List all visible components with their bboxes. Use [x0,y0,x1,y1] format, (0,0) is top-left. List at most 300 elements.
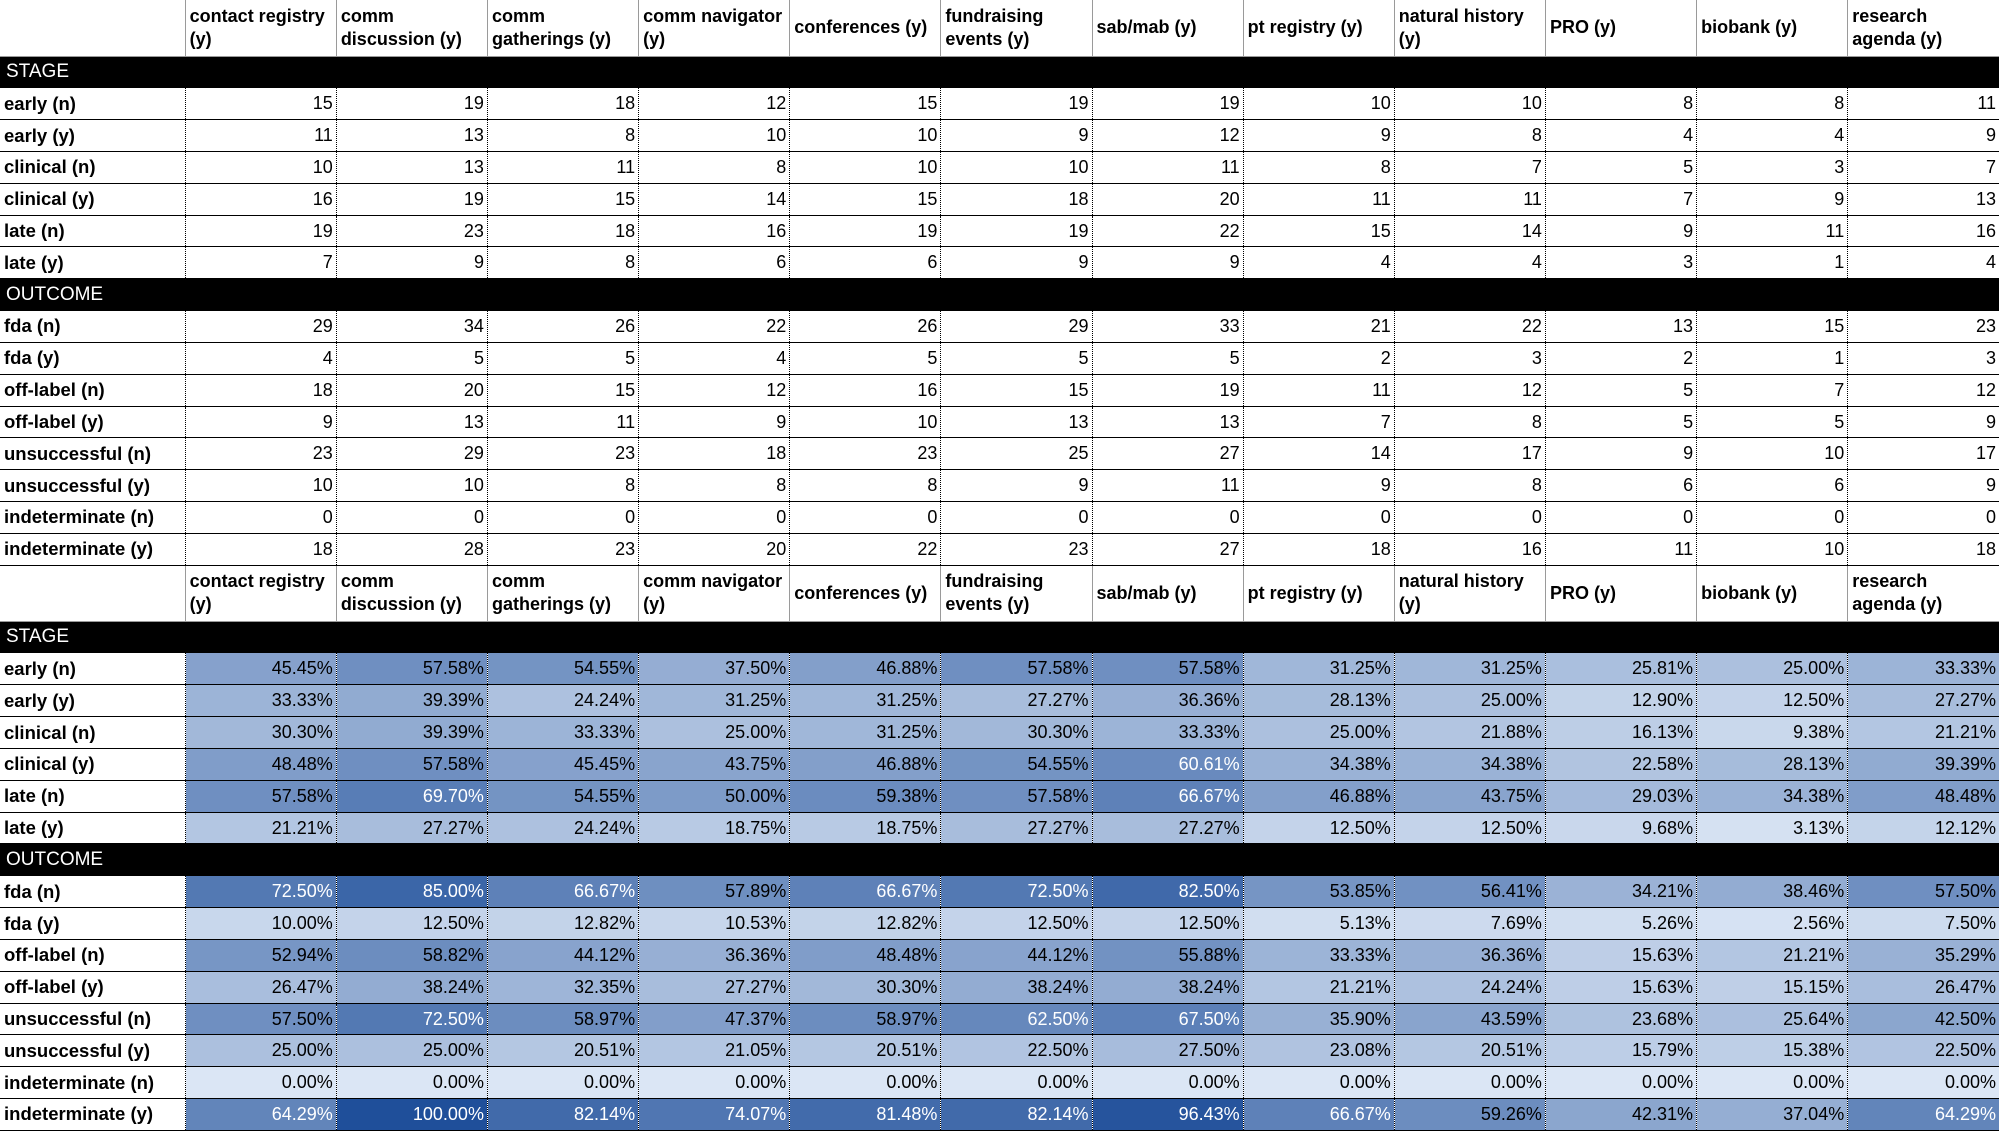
count-cell[interactable]: 15 [1697,311,1848,343]
count-cell[interactable]: 12 [1848,374,1999,406]
count-cell[interactable]: 22 [639,311,790,343]
count-cell[interactable]: 12 [639,88,790,120]
column-header[interactable]: comm navigator (y) [639,0,790,56]
count-cell[interactable]: 22 [790,533,941,565]
count-cell[interactable]: 8 [639,152,790,184]
count-cell[interactable]: 22 [1092,215,1243,247]
percent-cell[interactable]: 85.00% [336,876,487,908]
percent-cell[interactable]: 39.39% [1848,749,1999,781]
count-cell[interactable]: 7 [1848,152,1999,184]
count-cell[interactable]: 10 [1697,533,1848,565]
percent-cell[interactable]: 31.25% [790,717,941,749]
count-cell[interactable]: 26 [487,311,638,343]
percent-cell[interactable]: 15.15% [1697,971,1848,1003]
percent-cell[interactable]: 39.39% [336,717,487,749]
column-header[interactable]: contact registry (y) [185,0,336,56]
count-cell[interactable]: 0 [1092,502,1243,534]
row-label[interactable]: unsuccessful (y) [0,1035,185,1067]
row-label[interactable]: off-label (n) [0,940,185,972]
count-cell[interactable]: 27 [1092,438,1243,470]
count-cell[interactable]: 10 [185,152,336,184]
column-header[interactable]: fundraising events (y) [941,565,1092,621]
row-label[interactable]: indeterminate (n) [0,502,185,534]
percent-cell[interactable]: 46.88% [790,749,941,781]
count-cell[interactable]: 13 [941,406,1092,438]
percent-cell[interactable]: 72.50% [941,876,1092,908]
count-cell[interactable]: 9 [639,406,790,438]
count-cell[interactable]: 15 [790,88,941,120]
percent-cell[interactable]: 12.50% [1092,908,1243,940]
count-cell[interactable]: 29 [941,311,1092,343]
count-cell[interactable]: 3 [1697,152,1848,184]
percent-cell[interactable]: 12.90% [1545,685,1696,717]
count-cell[interactable]: 18 [487,215,638,247]
percent-cell[interactable]: 33.33% [185,685,336,717]
percent-cell[interactable]: 27.27% [1092,812,1243,844]
count-cell[interactable]: 6 [1697,470,1848,502]
percent-cell[interactable]: 57.89% [639,876,790,908]
row-label[interactable]: early (n) [0,653,185,685]
count-cell[interactable]: 14 [1243,438,1394,470]
row-label[interactable]: clinical (y) [0,183,185,215]
row-label[interactable]: fda (y) [0,908,185,940]
count-cell[interactable]: 18 [639,438,790,470]
percent-cell[interactable]: 96.43% [1092,1099,1243,1131]
count-cell[interactable]: 5 [487,343,638,375]
row-label[interactable]: fda (n) [0,876,185,908]
percent-cell[interactable]: 45.45% [185,653,336,685]
column-header[interactable]: biobank (y) [1697,565,1848,621]
count-cell[interactable]: 21 [1243,311,1394,343]
count-cell[interactable]: 13 [336,406,487,438]
percent-cell[interactable]: 67.50% [1092,1003,1243,1035]
count-cell[interactable]: 0 [336,502,487,534]
count-cell[interactable]: 0 [1848,502,1999,534]
percent-cell[interactable]: 37.50% [639,653,790,685]
count-cell[interactable]: 0 [1545,502,1696,534]
percent-cell[interactable]: 74.07% [639,1099,790,1131]
percent-cell[interactable]: 48.48% [1848,780,1999,812]
row-label[interactable]: early (y) [0,685,185,717]
percent-cell[interactable]: 64.29% [185,1099,336,1131]
row-label[interactable]: clinical (y) [0,749,185,781]
row-label[interactable]: clinical (n) [0,717,185,749]
percent-cell[interactable]: 82.50% [1092,876,1243,908]
count-cell[interactable]: 1 [1697,343,1848,375]
count-cell[interactable]: 14 [1394,215,1545,247]
percent-cell[interactable]: 34.38% [1243,749,1394,781]
percent-cell[interactable]: 0.00% [487,1067,638,1099]
count-cell[interactable]: 23 [941,533,1092,565]
count-cell[interactable]: 8 [1697,88,1848,120]
percent-cell[interactable]: 27.27% [639,971,790,1003]
count-cell[interactable]: 15 [941,374,1092,406]
count-cell[interactable]: 9 [1697,183,1848,215]
percent-cell[interactable]: 27.27% [941,812,1092,844]
count-cell[interactable]: 18 [185,533,336,565]
count-cell[interactable]: 16 [639,215,790,247]
percent-cell[interactable]: 58.97% [487,1003,638,1035]
count-cell[interactable]: 16 [790,374,941,406]
count-cell[interactable]: 25 [941,438,1092,470]
percent-cell[interactable]: 0.00% [941,1067,1092,1099]
count-cell[interactable]: 0 [639,502,790,534]
count-cell[interactable]: 7 [1545,183,1696,215]
percent-cell[interactable]: 64.29% [1848,1099,1999,1131]
column-header[interactable]: comm navigator (y) [639,565,790,621]
count-cell[interactable]: 12 [639,374,790,406]
percent-cell[interactable]: 23.08% [1243,1035,1394,1067]
count-cell[interactable]: 20 [1092,183,1243,215]
percent-cell[interactable]: 31.25% [1394,653,1545,685]
count-cell[interactable]: 15 [1243,215,1394,247]
percent-cell[interactable]: 5.26% [1545,908,1696,940]
count-cell[interactable]: 11 [1697,215,1848,247]
count-cell[interactable]: 10 [941,152,1092,184]
column-header[interactable]: pt registry (y) [1243,565,1394,621]
count-cell[interactable]: 19 [185,215,336,247]
count-cell[interactable]: 10 [1243,88,1394,120]
percent-cell[interactable]: 37.04% [1697,1099,1848,1131]
percent-cell[interactable]: 22.50% [1848,1035,1999,1067]
percent-cell[interactable]: 38.24% [1092,971,1243,1003]
count-cell[interactable]: 7 [185,247,336,279]
percent-cell[interactable]: 100.00% [336,1099,487,1131]
count-cell[interactable]: 13 [336,120,487,152]
count-cell[interactable]: 8 [790,470,941,502]
section-title[interactable]: OUTCOME [0,279,1999,311]
count-cell[interactable]: 19 [336,183,487,215]
count-cell[interactable]: 4 [1697,120,1848,152]
percent-cell[interactable]: 28.13% [1243,685,1394,717]
percent-cell[interactable]: 24.24% [487,812,638,844]
row-label[interactable]: fda (n) [0,311,185,343]
percent-cell[interactable]: 38.46% [1697,876,1848,908]
count-cell[interactable]: 5 [1092,343,1243,375]
count-cell[interactable]: 7 [1394,152,1545,184]
count-cell[interactable]: 5 [1545,374,1696,406]
percent-cell[interactable]: 20.51% [790,1035,941,1067]
percent-cell[interactable]: 56.41% [1394,876,1545,908]
row-label[interactable]: late (y) [0,812,185,844]
percent-cell[interactable]: 22.58% [1545,749,1696,781]
percent-cell[interactable]: 60.61% [1092,749,1243,781]
count-cell[interactable]: 1 [1697,247,1848,279]
count-cell[interactable]: 19 [941,215,1092,247]
percent-cell[interactable]: 12.82% [487,908,638,940]
percent-cell[interactable]: 42.50% [1848,1003,1999,1035]
count-cell[interactable]: 0 [941,502,1092,534]
percent-cell[interactable]: 27.50% [1092,1035,1243,1067]
column-header[interactable]: PRO (y) [1545,0,1696,56]
column-header[interactable]: comm discussion (y) [336,0,487,56]
percent-cell[interactable]: 25.00% [185,1035,336,1067]
percent-cell[interactable]: 32.35% [487,971,638,1003]
percent-cell[interactable]: 33.33% [1092,717,1243,749]
percent-cell[interactable]: 27.27% [1848,685,1999,717]
percent-cell[interactable]: 15.79% [1545,1035,1696,1067]
count-cell[interactable]: 4 [1848,247,1999,279]
percent-cell[interactable]: 53.85% [1243,876,1394,908]
percent-cell[interactable]: 10.53% [639,908,790,940]
percent-cell[interactable]: 20.51% [1394,1035,1545,1067]
row-label[interactable]: off-label (y) [0,971,185,1003]
percent-cell[interactable]: 57.58% [185,780,336,812]
count-cell[interactable]: 8 [487,247,638,279]
percent-cell[interactable]: 30.30% [941,717,1092,749]
count-cell[interactable]: 33 [1092,311,1243,343]
count-cell[interactable]: 0 [790,502,941,534]
percent-cell[interactable]: 57.58% [941,653,1092,685]
column-header[interactable]: contact registry (y) [185,565,336,621]
percent-cell[interactable]: 15.38% [1697,1035,1848,1067]
count-cell[interactable]: 10 [790,406,941,438]
count-cell[interactable]: 8 [1394,406,1545,438]
percent-cell[interactable]: 2.56% [1697,908,1848,940]
column-header[interactable]: conferences (y) [790,565,941,621]
count-cell[interactable]: 7 [1243,406,1394,438]
count-cell[interactable]: 13 [1545,311,1696,343]
count-cell[interactable]: 5 [1545,152,1696,184]
percent-cell[interactable]: 7.50% [1848,908,1999,940]
count-cell[interactable]: 6 [639,247,790,279]
count-cell[interactable]: 19 [941,88,1092,120]
count-cell[interactable]: 17 [1848,438,1999,470]
count-cell[interactable]: 9 [941,470,1092,502]
count-cell[interactable]: 10 [185,470,336,502]
percent-cell[interactable]: 55.88% [1092,940,1243,972]
row-label[interactable]: off-label (y) [0,406,185,438]
column-header[interactable]: comm discussion (y) [336,565,487,621]
count-cell[interactable]: 19 [1092,374,1243,406]
count-cell[interactable]: 22 [1394,311,1545,343]
percent-cell[interactable]: 29.03% [1545,780,1696,812]
count-cell[interactable]: 5 [790,343,941,375]
row-label[interactable]: late (n) [0,215,185,247]
percent-cell[interactable]: 5.13% [1243,908,1394,940]
row-label[interactable]: early (n) [0,88,185,120]
column-header[interactable]: sab/mab (y) [1092,0,1243,56]
column-header[interactable]: natural history (y) [1394,565,1545,621]
count-cell[interactable]: 2 [1243,343,1394,375]
percent-cell[interactable]: 38.24% [941,971,1092,1003]
row-label[interactable]: unsuccessful (y) [0,470,185,502]
count-cell[interactable]: 18 [941,183,1092,215]
count-cell[interactable]: 5 [941,343,1092,375]
percent-cell[interactable]: 0.00% [1092,1067,1243,1099]
count-cell[interactable]: 8 [487,120,638,152]
row-label[interactable]: early (y) [0,120,185,152]
count-cell[interactable]: 11 [1243,374,1394,406]
count-cell[interactable]: 9 [1243,120,1394,152]
count-cell[interactable]: 0 [185,502,336,534]
count-cell[interactable]: 18 [185,374,336,406]
percent-cell[interactable]: 16.13% [1545,717,1696,749]
percent-cell[interactable]: 58.97% [790,1003,941,1035]
percent-cell[interactable]: 10.00% [185,908,336,940]
percent-cell[interactable]: 12.50% [941,908,1092,940]
count-cell[interactable]: 11 [487,152,638,184]
count-cell[interactable]: 12 [1092,120,1243,152]
count-cell[interactable]: 23 [185,438,336,470]
count-cell[interactable]: 9 [1243,470,1394,502]
count-cell[interactable]: 8 [1394,120,1545,152]
count-cell[interactable]: 18 [1243,533,1394,565]
count-cell[interactable]: 2 [1545,343,1696,375]
count-cell[interactable]: 19 [1092,88,1243,120]
percent-cell[interactable]: 18.75% [790,812,941,844]
percent-cell[interactable]: 44.12% [487,940,638,972]
percent-cell[interactable]: 25.00% [336,1035,487,1067]
count-cell[interactable]: 15 [487,183,638,215]
percent-cell[interactable]: 43.75% [1394,780,1545,812]
count-cell[interactable]: 20 [639,533,790,565]
percent-cell[interactable]: 44.12% [941,940,1092,972]
count-cell[interactable]: 5 [336,343,487,375]
percent-cell[interactable]: 72.50% [185,876,336,908]
column-header[interactable]: pt registry (y) [1243,0,1394,56]
percent-cell[interactable]: 57.50% [1848,876,1999,908]
percent-cell[interactable]: 12.50% [1243,812,1394,844]
percent-cell[interactable]: 21.05% [639,1035,790,1067]
percent-cell[interactable]: 20.51% [487,1035,638,1067]
count-cell[interactable]: 18 [1848,533,1999,565]
percent-cell[interactable]: 30.30% [790,971,941,1003]
column-header[interactable]: research agenda (y) [1848,565,1999,621]
percent-cell[interactable]: 34.21% [1545,876,1696,908]
percent-cell[interactable]: 9.38% [1697,717,1848,749]
count-cell[interactable]: 4 [1243,247,1394,279]
count-cell[interactable]: 6 [790,247,941,279]
count-cell[interactable]: 23 [487,533,638,565]
count-cell[interactable]: 13 [1092,406,1243,438]
percent-cell[interactable]: 66.67% [790,876,941,908]
row-label[interactable]: indeterminate (y) [0,1099,185,1131]
column-header[interactable]: comm gatherings (y) [487,565,638,621]
percent-cell[interactable]: 39.39% [336,685,487,717]
count-cell[interactable]: 8 [639,470,790,502]
percent-cell[interactable]: 43.75% [639,749,790,781]
percent-cell[interactable]: 33.33% [487,717,638,749]
count-cell[interactable]: 16 [1848,215,1999,247]
row-label[interactable]: late (n) [0,780,185,812]
percent-cell[interactable]: 38.24% [336,971,487,1003]
percent-cell[interactable]: 0.00% [1243,1067,1394,1099]
count-cell[interactable]: 6 [1545,470,1696,502]
count-cell[interactable]: 5 [1545,406,1696,438]
count-cell[interactable]: 15 [790,183,941,215]
percent-cell[interactable]: 0.00% [790,1067,941,1099]
percent-cell[interactable]: 54.55% [487,653,638,685]
row-label[interactable]: clinical (n) [0,152,185,184]
column-header[interactable]: comm gatherings (y) [487,0,638,56]
percent-cell[interactable]: 18.75% [639,812,790,844]
percent-cell[interactable]: 45.45% [487,749,638,781]
percent-cell[interactable]: 82.14% [487,1099,638,1131]
count-cell[interactable]: 10 [1697,438,1848,470]
count-cell[interactable]: 0 [1243,502,1394,534]
percent-cell[interactable]: 27.27% [336,812,487,844]
count-cell[interactable]: 13 [1848,183,1999,215]
count-cell[interactable]: 3 [1848,343,1999,375]
column-header[interactable]: conferences (y) [790,0,941,56]
percent-cell[interactable]: 12.50% [1697,685,1848,717]
count-cell[interactable]: 8 [1394,470,1545,502]
percent-cell[interactable]: 59.26% [1394,1099,1545,1131]
percent-cell[interactable]: 21.21% [1243,971,1394,1003]
percent-cell[interactable]: 25.64% [1697,1003,1848,1035]
count-cell[interactable]: 9 [941,247,1092,279]
percent-cell[interactable]: 25.81% [1545,653,1696,685]
count-cell[interactable]: 11 [1848,88,1999,120]
count-cell[interactable]: 20 [336,374,487,406]
section-title[interactable]: STAGE [0,621,1999,653]
percent-cell[interactable]: 66.67% [487,876,638,908]
percent-cell[interactable]: 26.47% [1848,971,1999,1003]
percent-cell[interactable]: 36.36% [1394,940,1545,972]
count-cell[interactable]: 4 [185,343,336,375]
percent-cell[interactable]: 48.48% [185,749,336,781]
count-cell[interactable]: 0 [1394,502,1545,534]
percent-cell[interactable]: 12.82% [790,908,941,940]
percent-cell[interactable]: 46.88% [1243,780,1394,812]
percent-cell[interactable]: 48.48% [790,940,941,972]
count-cell[interactable]: 9 [1545,215,1696,247]
percent-cell[interactable]: 27.27% [941,685,1092,717]
count-cell[interactable]: 8 [1243,152,1394,184]
column-header[interactable]: PRO (y) [1545,565,1696,621]
percent-cell[interactable]: 69.70% [336,780,487,812]
percent-cell[interactable]: 30.30% [185,717,336,749]
percent-cell[interactable]: 43.59% [1394,1003,1545,1035]
count-cell[interactable]: 3 [1545,247,1696,279]
percent-cell[interactable]: 15.63% [1545,940,1696,972]
count-cell[interactable]: 28 [336,533,487,565]
count-cell[interactable]: 5 [1697,406,1848,438]
count-cell[interactable]: 17 [1394,438,1545,470]
count-cell[interactable]: 8 [1545,88,1696,120]
count-cell[interactable]: 11 [487,406,638,438]
percent-cell[interactable]: 33.33% [1243,940,1394,972]
count-cell[interactable]: 8 [487,470,638,502]
percent-cell[interactable]: 81.48% [790,1099,941,1131]
count-cell[interactable]: 9 [1092,247,1243,279]
count-cell[interactable]: 4 [639,343,790,375]
count-cell[interactable]: 9 [1545,438,1696,470]
count-cell[interactable]: 0 [1697,502,1848,534]
count-cell[interactable]: 3 [1394,343,1545,375]
corner-cell[interactable] [0,565,185,621]
count-cell[interactable]: 34 [336,311,487,343]
percent-cell[interactable]: 36.36% [639,940,790,972]
percent-cell[interactable]: 25.00% [639,717,790,749]
column-header[interactable]: biobank (y) [1697,0,1848,56]
count-cell[interactable]: 13 [336,152,487,184]
percent-cell[interactable]: 57.58% [336,653,487,685]
percent-cell[interactable]: 31.25% [790,685,941,717]
count-cell[interactable]: 16 [185,183,336,215]
section-title[interactable]: OUTCOME [0,844,1999,876]
count-cell[interactable]: 29 [336,438,487,470]
percent-cell[interactable]: 0.00% [185,1067,336,1099]
count-cell[interactable]: 11 [1092,470,1243,502]
count-cell[interactable]: 11 [1092,152,1243,184]
column-header[interactable]: research agenda (y) [1848,0,1999,56]
count-cell[interactable]: 9 [336,247,487,279]
percent-cell[interactable]: 0.00% [1697,1067,1848,1099]
count-cell[interactable]: 15 [487,374,638,406]
count-cell[interactable]: 9 [1848,406,1999,438]
